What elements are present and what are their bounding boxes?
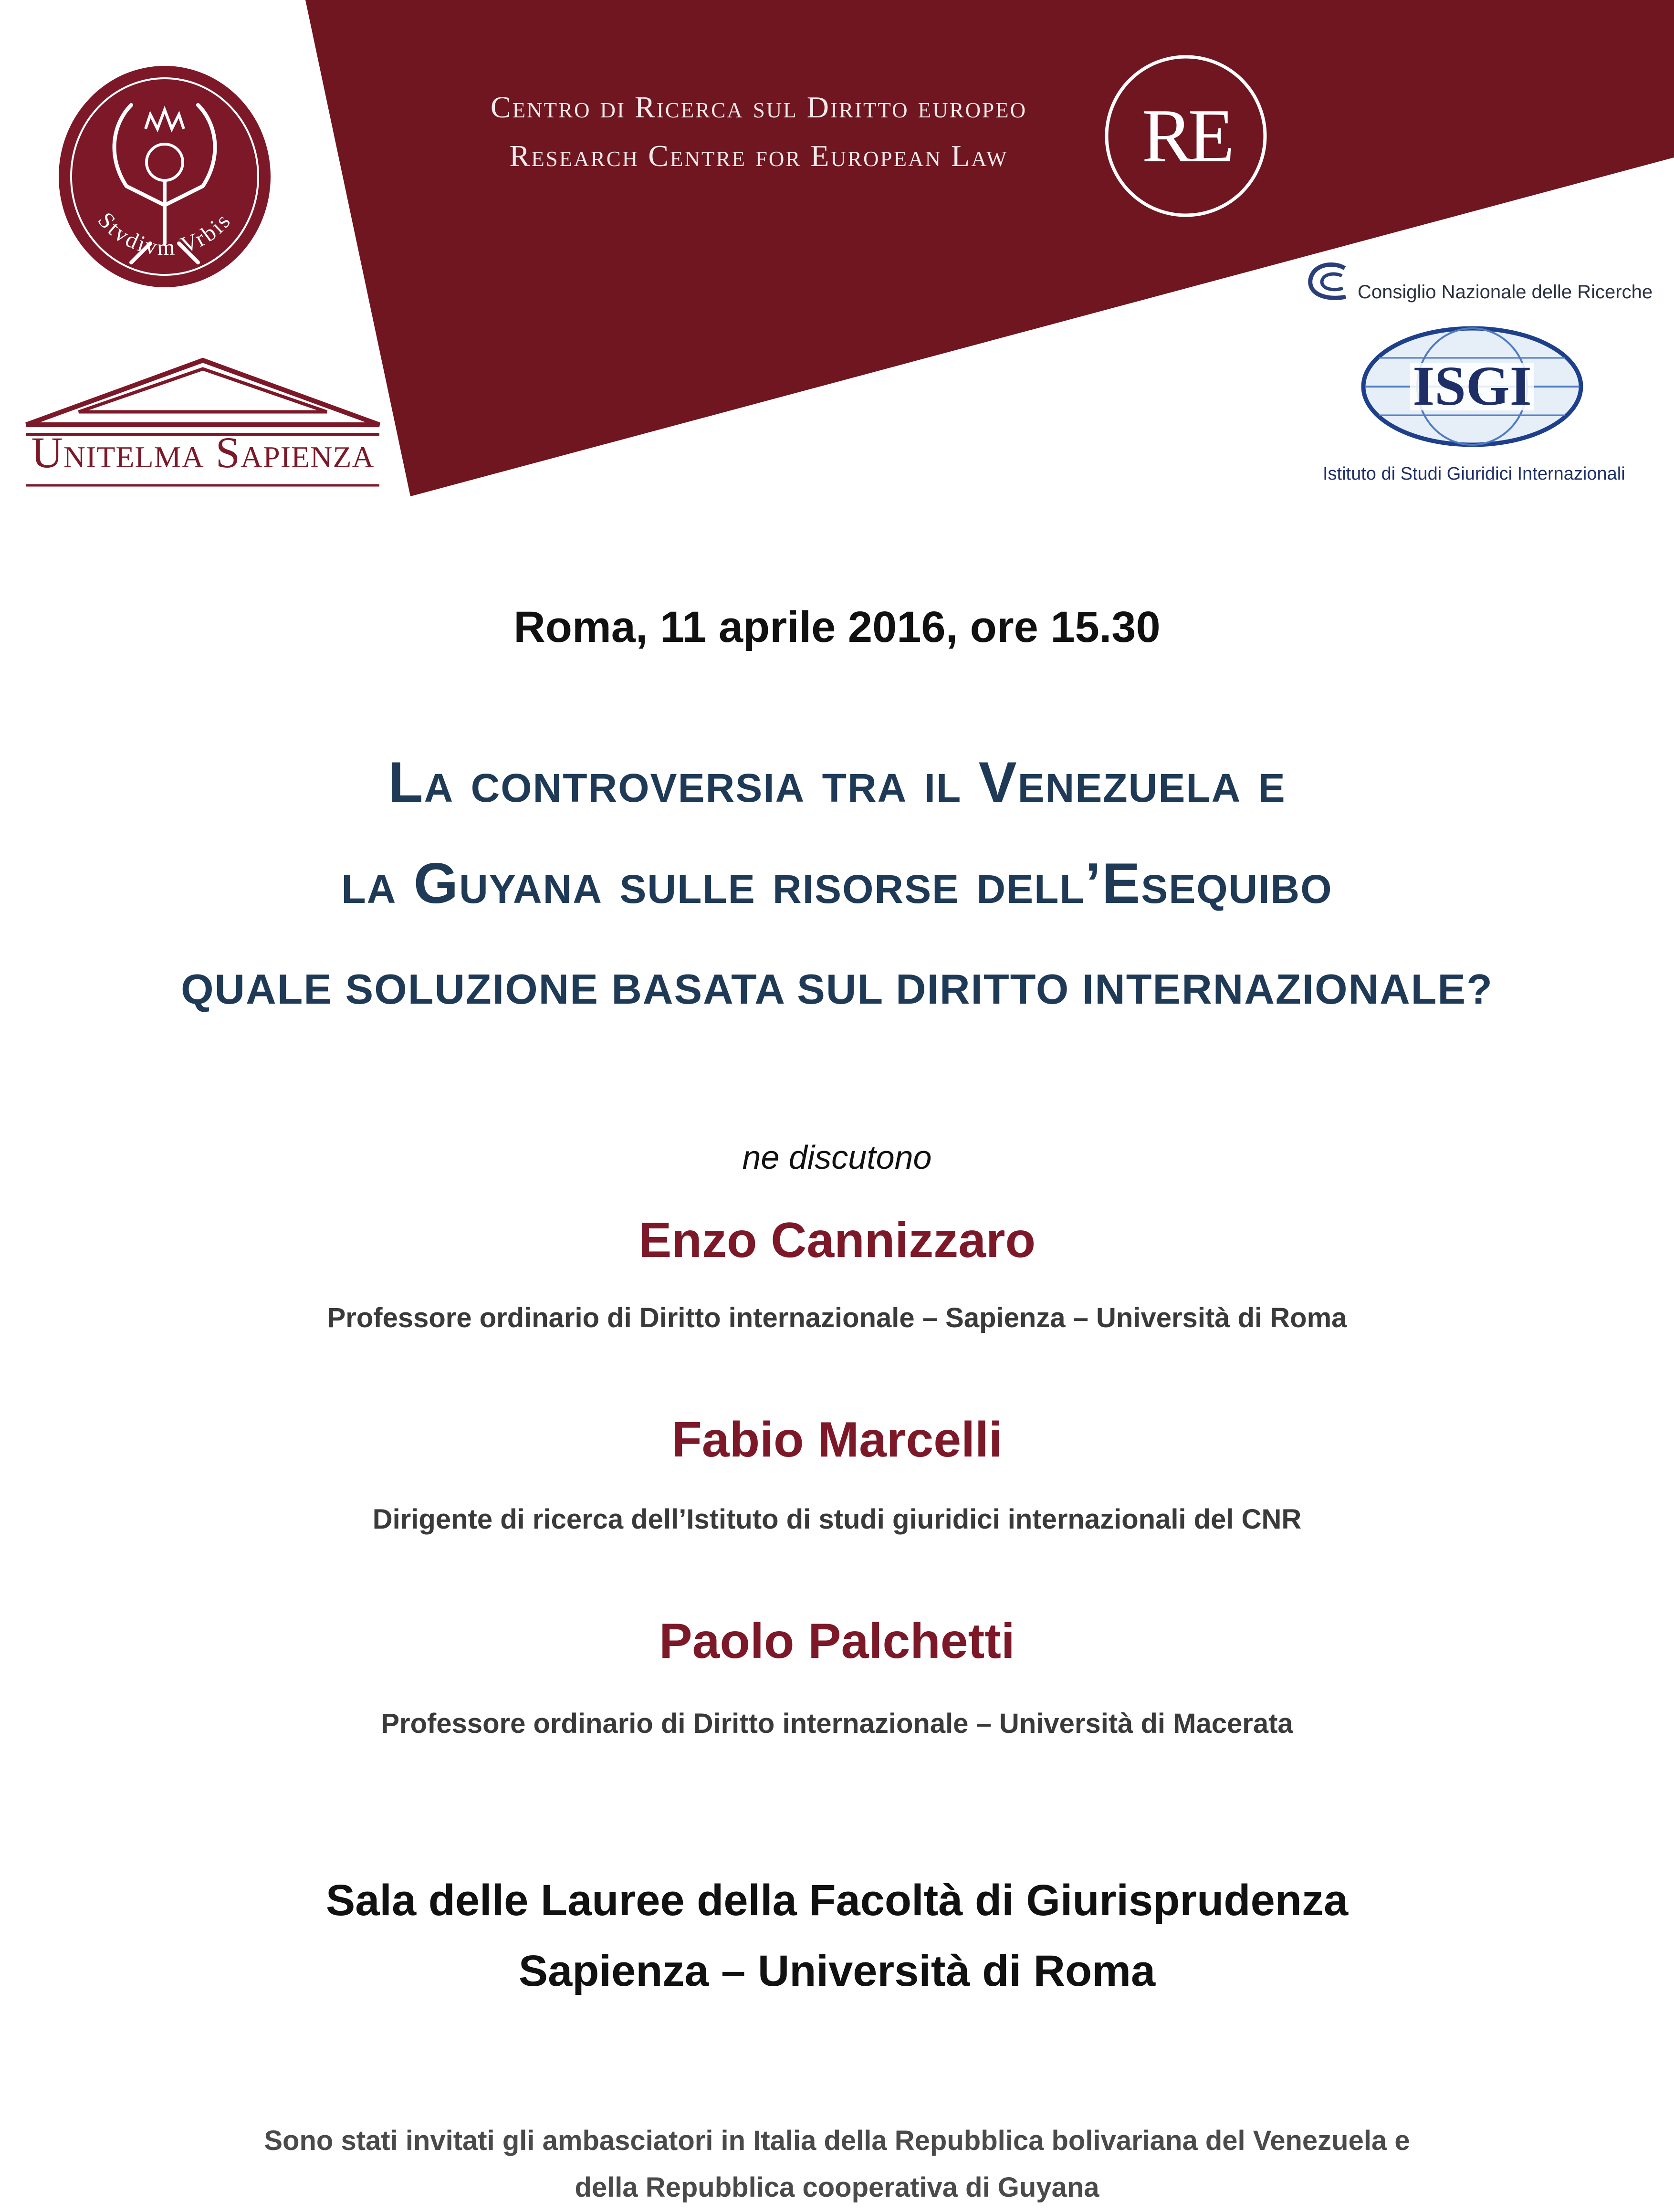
speaker-name: Fabio Marcelli <box>671 1412 1003 1468</box>
event-subtitle: QUALE SOLUZIONE BASATA SUL DIRITTO INTERNAZIONALE? <box>181 965 1493 1013</box>
header-centre-en: Research Centre for European Law <box>509 139 1008 173</box>
speaker-role: Professore ordinario di Diritto internazionale – Sapienza – Università di Roma <box>327 1302 1347 1333</box>
isgi-wordmark: ISGI <box>1412 355 1532 417</box>
unitelma-wordmark: Unitelma Sapienza <box>31 428 375 477</box>
speaker-role: Dirigente di ricerca dell’Istituto di studi giuridici internazionali del CNR <box>372 1504 1302 1535</box>
header-centre-it: Centro di Ricerca sul Diritto europeo <box>490 90 1027 124</box>
event-title-line2: la Guyana sulle risorse dell’Esequibo <box>341 851 1333 915</box>
event-date: Roma, 11 aprile 2016, ore 15.30 <box>513 603 1161 651</box>
crel-monogram-logo <box>1102 52 1269 220</box>
venue-line1: Sala delle Lauree della Facoltà di Giurisprudenza <box>325 1876 1349 1925</box>
speaker-name: Paolo Palchetti <box>659 1614 1015 1669</box>
invitation-line2: della Repubblica cooperativa di Guyana <box>575 2172 1099 2203</box>
invitation-line1: Sono stati invitati gli ambasciatori in Italia della Repubblica bolivariana del Venezuela e <box>264 2125 1410 2156</box>
speaker-name: Enzo Cannizzaro <box>638 1213 1036 1268</box>
sapienza-seal-text: Stvdivm Vrbis <box>93 207 237 261</box>
cnr-name: Consiglio Nazionale delle Ricerche <box>1358 282 1653 303</box>
isgi-globe-logo <box>1360 325 1584 449</box>
event-title-line1: La controversia tra il Venezuela e <box>388 750 1286 814</box>
crel-monogram-text: RE <box>1141 93 1230 178</box>
cnr-icon <box>1307 262 1350 301</box>
sapienza-seal-logo <box>55 62 274 291</box>
venue-line2: Sapienza – Università di Roma <box>518 1947 1156 1995</box>
speakers-intro: ne discutono <box>742 1139 932 1176</box>
speaker-role: Professore ordinario di Diritto internazionale – Università di Macerata <box>381 1708 1293 1739</box>
isgi-caption: Istituto di Studi Giuridici Internazionali <box>1323 464 1625 484</box>
